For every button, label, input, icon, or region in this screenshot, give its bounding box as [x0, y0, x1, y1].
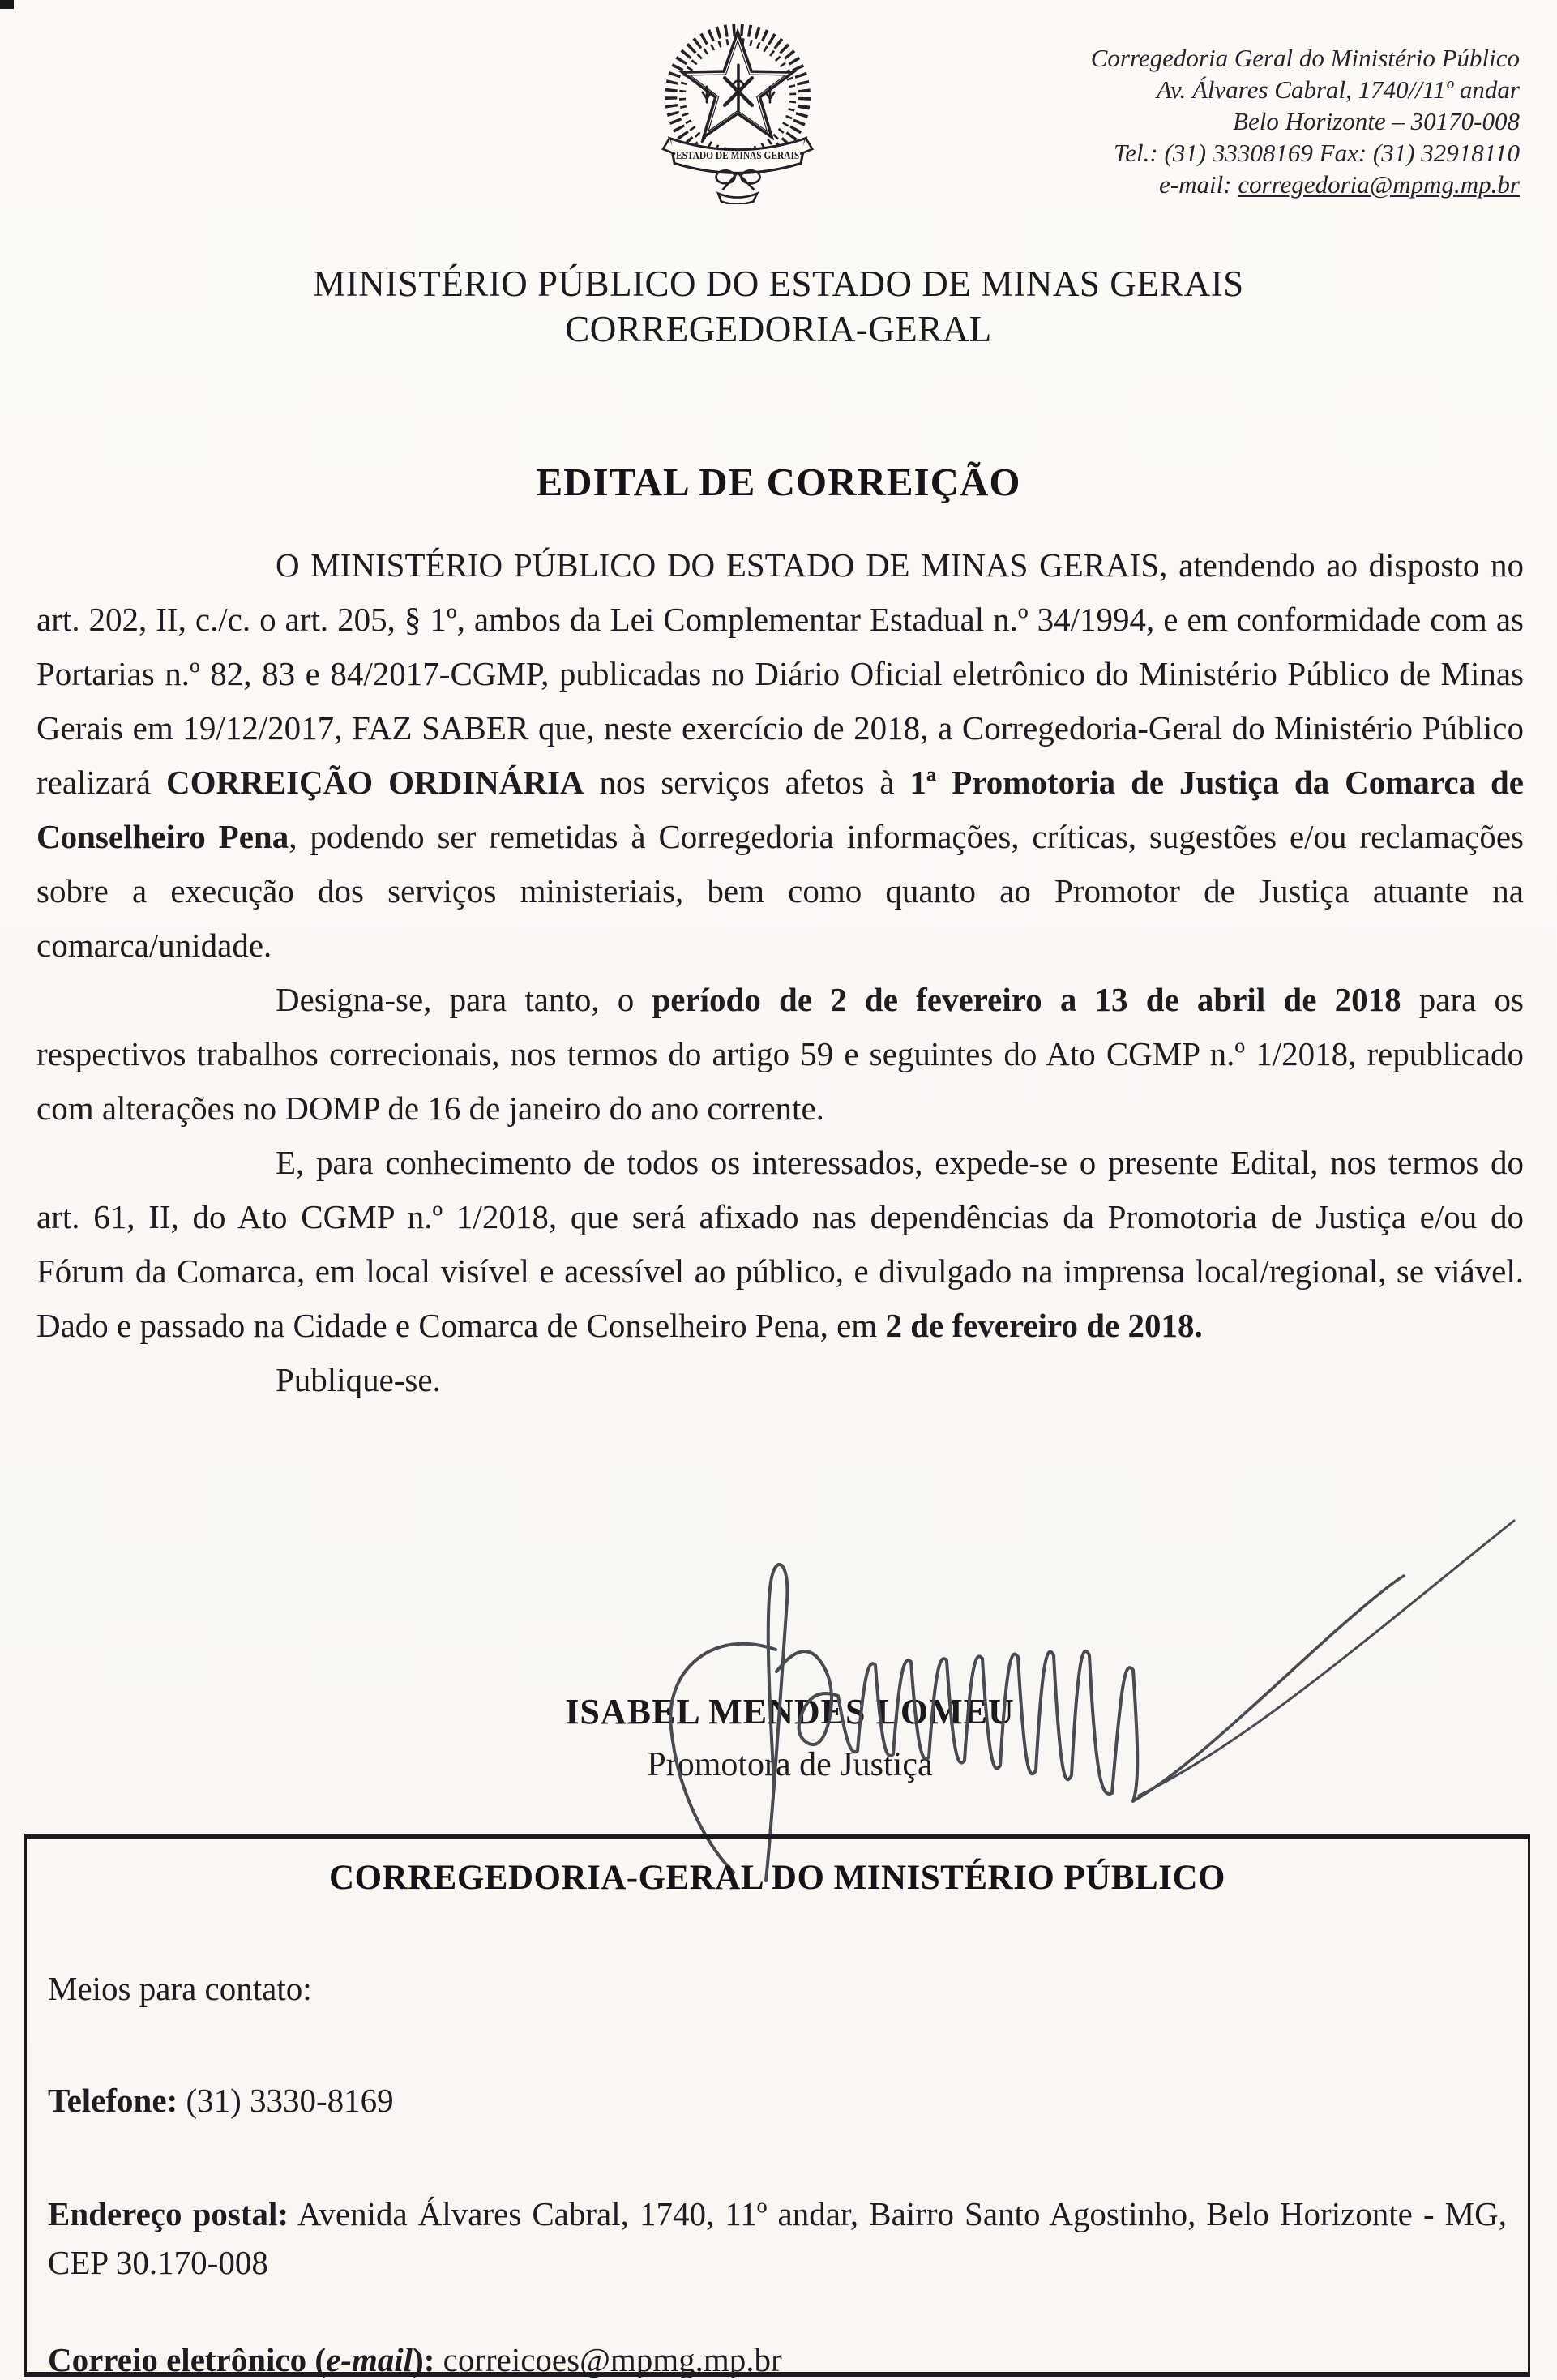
minas-gerais-state-seal-icon	[646, 16, 831, 204]
signer-role: Promotora de Justiça	[647, 1746, 933, 1783]
email-label-prefix: Correio eletrônico (	[48, 2341, 327, 2378]
body-paragraph-2	[36, 973, 1524, 1136]
contact-box-title: CORREGEDORIA-GERAL DO MINISTÉRIO PÚBLICO	[329, 1859, 1225, 1897]
letterhead-email-line	[1091, 169, 1520, 200]
org-title-line2: CORREGEDORIA-GERAL	[565, 309, 992, 349]
emphasis-text: período de 2 de fevereiro a 13 de abril de 2018	[652, 981, 1401, 1018]
address-value: Avenida Álvares Cabral, 1740, 11º andar, Bairro Santo Agostinho, Belo Horizonte - MG, CEP 30.170-008	[48, 2195, 1507, 2281]
address-label: Endereço postal:	[48, 2195, 289, 2232]
text-run: Designa-se, para tanto, o	[276, 981, 652, 1018]
email-label: e-mail:	[1159, 170, 1238, 199]
email-label-suffix: ):	[413, 2341, 435, 2378]
email-label-italic: e-mail	[326, 2341, 413, 2378]
seal-banner-text: ESTADO DE MINAS GERAIS	[675, 149, 800, 163]
seal-bow	[716, 170, 760, 204]
text-run: O MINISTÉRIO PÚBLICO DO ESTADO DE MINAS GERAIS, atendendo ao disposto no art. 202, II, c./c. o art. 205, § 1º, ambos da Lei Complementar Estadual n.º 34/1994, e em conformidade com as Portarias n.º 82, 83 e 84/2017-CGMP, publicadas no Diário Oficial eletrônico do Ministério Público de Minas Gerais em 19/12/2017, FAZ SABER que, neste exercício de 2018, a Corregedoria-Geral do Ministério Público realizará	[36, 546, 1524, 801]
letterhead-org-name: Corregedoria Geral do Ministério Público	[1090, 44, 1520, 72]
body-paragraph-1	[36, 538, 1524, 973]
org-title-line1: MINISTÉRIO PÚBLICO DO ESTADO DE MINAS GERAIS	[313, 263, 1244, 304]
publish-order: Publique-se.	[276, 1361, 441, 1398]
phone-value: (31) 3330-8169	[186, 2082, 394, 2119]
scan-artifact	[0, 0, 7, 7]
emphasis-text: 2 de fevereiro de 2018.	[885, 1307, 1203, 1344]
letterhead-city-zip: Belo Horizonte – 30170-008	[1233, 107, 1520, 135]
document-title: EDITAL DE CORREIÇÃO	[536, 460, 1021, 504]
seal-banner	[663, 139, 812, 173]
signer-name: ISABEL MENDES LOMEU	[565, 1692, 1015, 1731]
phone-label: Telefone:	[48, 2082, 178, 2119]
letterhead-phone-fax: Tel.: (31) 33308169 Fax: (31) 32918110	[1113, 139, 1520, 167]
text-run: , podendo ser remetidas à Corregedoria informações, críticas, sugestões e/ou reclamações sobre a execução dos serviços ministeriais, bem como quanto ao Promotor de Justiça atuante na comarca/unidade.	[36, 818, 1524, 964]
contact-box-phone	[48, 2076, 1507, 2125]
letterhead-contact-block	[1091, 42, 1520, 200]
text-run: para os respectivos trabalhos correcionais, nos termos do artigo 59 e seguintes do Ato CGMP n.º 1/2018, republicado com alterações no DOMP de 16 de janeiro do ano corrente.	[36, 981, 1524, 1127]
contact-box-email	[48, 2335, 1507, 2380]
signature-block	[11, 1691, 1557, 1784]
emphasis-text: 1ª Promotoria de Justiça da Comarca de Conselheiro Pena	[36, 764, 1524, 855]
email-value: correicoes@mpmg.mp.br	[443, 2341, 782, 2378]
document-body	[36, 538, 1524, 1407]
letterhead-email: corregedoria@mpmg.mp.br	[1238, 170, 1520, 199]
contact-box	[24, 1834, 1530, 2377]
contact-box-intro: Meios para contato:	[48, 1970, 312, 2007]
org-title-block	[0, 261, 1557, 352]
contact-box-address	[48, 2190, 1507, 2287]
email-label	[48, 2341, 434, 2378]
text-run: E, para conhecimento de todos os interessados, expede-se o presente Edital, nos termos do art. 61, II, do Ato CGMP n.º 1/2018, que será afixado nas dependências da Promotoria de Justiça e/ou do Fórum da Comarca, em local visível e acessível ao público, e divulgado na imprensa local/regional, se viável. Dado e passado na Cidade e Comarca de Conselheiro Pena, em	[36, 1144, 1524, 1344]
letterhead-address: Av. Álvares Cabral, 1740//11º andar	[1156, 75, 1520, 104]
text-run: nos serviços afetos à	[584, 764, 910, 801]
emphasis-text: CORREIÇÃO ORDINÁRIA	[166, 764, 584, 801]
body-paragraph-3	[36, 1136, 1524, 1353]
